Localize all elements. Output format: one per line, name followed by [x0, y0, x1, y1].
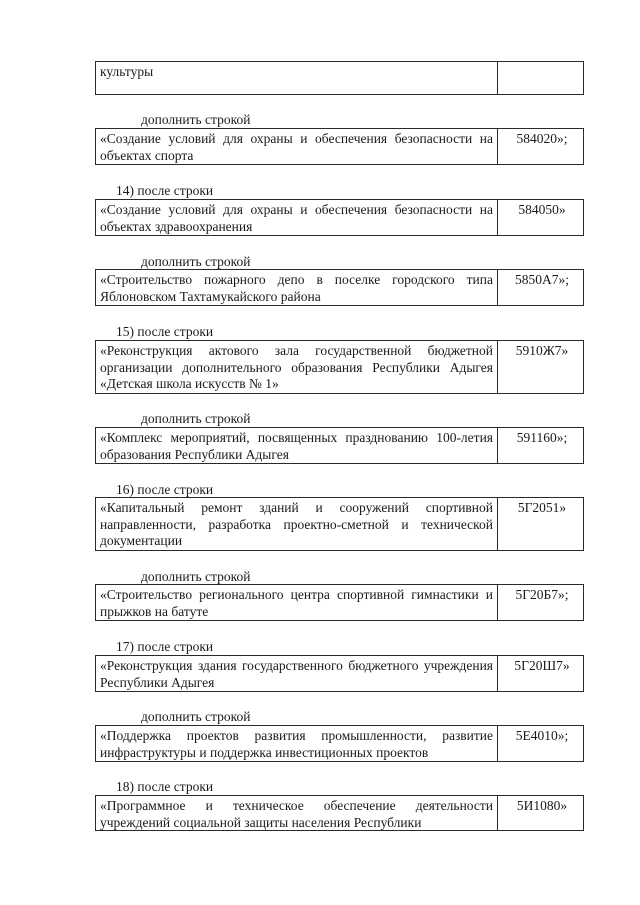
row-text: «Комплекс мероприятий, посвященных празднованию 100-летия образования Республики Адыгея — [96, 428, 498, 463]
row-code: 5910Ж7» — [515, 343, 569, 358]
row-text: «Программное и техническое обеспечение деятельности учреждений социальной защиты населения Республики — [96, 796, 498, 830]
row-text: «Реконструкция здания государственного бюджетного учреждения Республики Адыгея — [96, 656, 498, 691]
table-row — [95, 584, 584, 621]
row-code: 5Г20Б7»; — [515, 587, 569, 602]
row-code: 5Е4010»; — [515, 728, 569, 743]
row-code: 5Г2051» — [517, 500, 567, 515]
table-row — [95, 61, 584, 95]
caption-after-row: 17) после строки — [116, 639, 214, 654]
row-code: 5850А7»; — [515, 272, 569, 287]
caption-add-row: дополнить строкой — [141, 411, 251, 426]
caption-add-row: дополнить строкой — [141, 254, 251, 269]
table-row — [95, 725, 584, 762]
table-row — [95, 497, 584, 551]
table-row — [95, 795, 584, 831]
row-text: «Строительство пожарного депо в поселке городского типа Яблоновском Тахтамукайского района — [96, 270, 498, 305]
row-text: «Создание условий для охраны и обеспечения безопасности на объектах здравоохранения — [96, 200, 498, 235]
row-code: 5И1080» — [516, 798, 568, 813]
row-text: культуры — [96, 62, 498, 94]
table-row — [95, 128, 584, 165]
caption-after-row: 14) после строки — [116, 183, 214, 198]
row-text: «Капитальный ремонт зданий и сооружений спортивной направленности, разработка проектно-сметной и технической документации — [96, 498, 498, 550]
row-code: 5Г20Ш7» — [514, 658, 570, 673]
table-row — [95, 427, 584, 464]
caption-add-row: дополнить строкой — [141, 709, 251, 724]
caption-after-row: 15) после строки — [116, 324, 214, 339]
row-code: 591160»; — [516, 430, 568, 445]
table-row — [95, 269, 584, 306]
table-row — [95, 199, 584, 236]
row-code: 584050» — [518, 202, 566, 217]
table-row — [95, 340, 584, 394]
caption-after-row: 16) после строки — [116, 482, 214, 497]
row-code — [498, 62, 583, 94]
row-code: 584020»; — [516, 131, 568, 146]
caption-add-row: дополнить строкой — [141, 569, 251, 584]
table-row — [95, 655, 584, 692]
caption-add-row: дополнить строкой — [141, 112, 251, 127]
row-text: «Строительство регионального центра спортивной гимнастики и прыжков на батуте — [96, 585, 498, 620]
row-text: «Создание условий для охраны и обеспечения безопасности на объектах спорта — [96, 129, 498, 164]
row-text: «Реконструкция актового зала государственной бюджетной организации дополнительного образования Республики Адыгея «Детская школа искусств № 1» — [96, 341, 498, 393]
caption-after-row: 18) после строки — [116, 779, 214, 794]
row-text: «Поддержка проектов развития промышленности, развитие инфраструктуры и поддержка инвестиционных проектов — [96, 726, 498, 761]
